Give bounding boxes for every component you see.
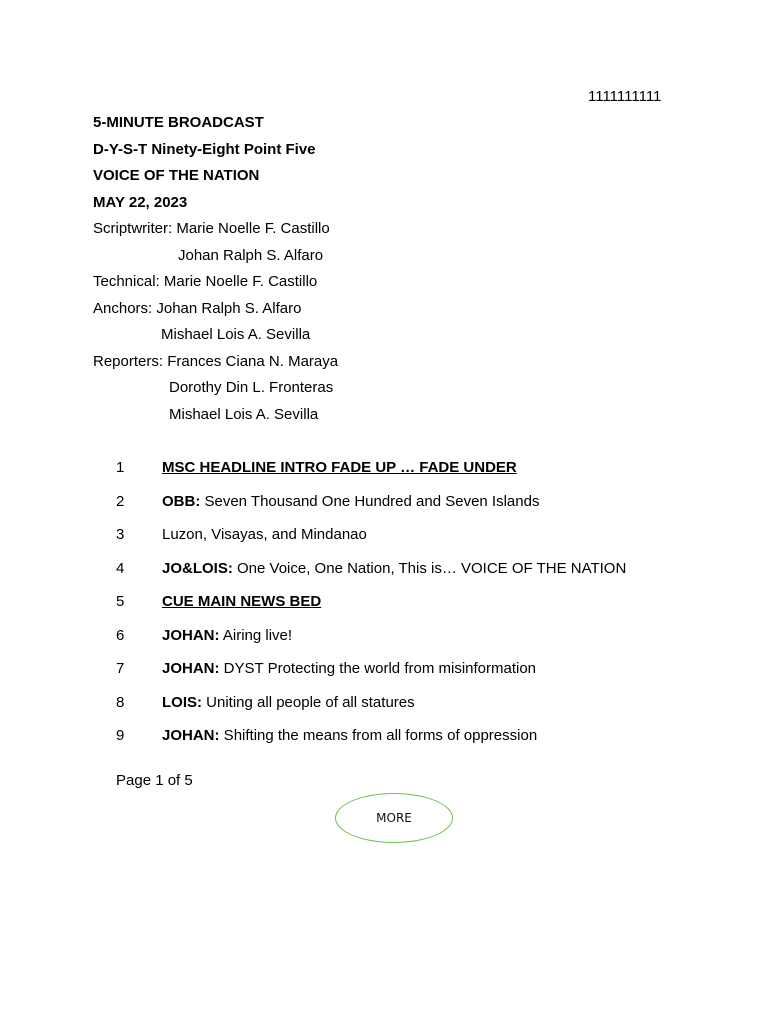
line-number: 5 bbox=[116, 593, 125, 610]
program-name: VOICE OF THE NATION bbox=[93, 167, 260, 184]
speaker-label: LOIS: bbox=[162, 693, 202, 711]
line-number: 3 bbox=[116, 526, 125, 543]
script-line bbox=[116, 526, 736, 560]
anchors-credit-2: Mishael Lois A. Sevilla bbox=[161, 326, 311, 343]
line-text bbox=[162, 627, 736, 661]
cue-text: CUE MAIN NEWS BED bbox=[162, 593, 322, 610]
broadcast-title: 5-MINUTE BROADCAST bbox=[93, 114, 264, 131]
line-number: 8 bbox=[116, 693, 125, 711]
dialogue-text: Airing live! bbox=[219, 626, 293, 644]
script-header bbox=[93, 114, 713, 432]
line-number: 7 bbox=[116, 660, 125, 677]
reporters-credit-2: Dorothy Din L. Fronteras bbox=[169, 379, 334, 396]
line-number: 4 bbox=[116, 559, 125, 577]
station-name: D-Y-S-T Ninety-Eight Point Five bbox=[93, 140, 316, 158]
line-text bbox=[162, 493, 736, 527]
page-indicator: Page 1 of 5 bbox=[116, 772, 193, 789]
line-number: 9 bbox=[116, 727, 125, 744]
script-line bbox=[116, 459, 736, 493]
broadcast-date: MAY 22, 2023 bbox=[93, 193, 188, 211]
line-text bbox=[162, 727, 736, 761]
line-number: 1 bbox=[116, 459, 125, 476]
scriptwriter-credit: Scriptwriter: Marie Noelle F. Castillo bbox=[93, 220, 330, 237]
more-button[interactable]: MORE bbox=[335, 793, 453, 843]
line-text bbox=[162, 660, 736, 694]
speaker-label: JOHAN: bbox=[162, 626, 220, 644]
line-number: 6 bbox=[116, 626, 125, 644]
dialogue-text: Seven Thousand One Hundred and Seven Islands bbox=[200, 492, 540, 510]
page-number-code: 1111111111 bbox=[588, 88, 662, 105]
line-text bbox=[162, 526, 736, 560]
script-line bbox=[116, 493, 736, 527]
script-line bbox=[116, 660, 736, 694]
dialogue-text: Shifting the means from all forms of oppression bbox=[219, 727, 538, 744]
line-text bbox=[162, 560, 736, 594]
dialogue-text: Uniting all people of all statures bbox=[202, 693, 415, 711]
script-line bbox=[116, 727, 736, 761]
line-text bbox=[162, 459, 736, 493]
dialogue-text: One Voice, One Nation, This is… VOICE OF THE NATION bbox=[232, 559, 627, 577]
script-line bbox=[116, 627, 736, 661]
reporters-credit: Reporters: Frances Ciana N. Maraya bbox=[93, 352, 339, 370]
speaker-label: JOHAN: bbox=[162, 660, 220, 677]
script-lines bbox=[116, 459, 736, 761]
script-line bbox=[116, 593, 736, 627]
technical-credit: Technical: Marie Noelle F. Castillo bbox=[93, 273, 318, 290]
reporters-credit-3: Mishael Lois A. Sevilla bbox=[169, 405, 319, 423]
cue-text: MSC HEADLINE INTRO FADE UP … FADE UNDER bbox=[162, 459, 517, 476]
scriptwriter-credit-2: Johan Ralph S. Alfaro bbox=[178, 246, 324, 264]
script-line bbox=[116, 560, 736, 594]
dialogue-text: Luzon, Visayas, and Mindanao bbox=[162, 526, 367, 543]
line-number: 2 bbox=[116, 492, 125, 510]
line-text bbox=[162, 593, 736, 627]
line-text bbox=[162, 694, 736, 728]
anchors-credit: Anchors: Johan Ralph S. Alfaro bbox=[93, 299, 302, 317]
speaker-label: OBB: bbox=[162, 492, 201, 510]
script-line bbox=[116, 694, 736, 728]
speaker-label: JO&LOIS: bbox=[162, 559, 233, 577]
speaker-label: JOHAN: bbox=[162, 727, 220, 744]
dialogue-text: DYST Protecting the world from misinformation bbox=[219, 660, 537, 677]
